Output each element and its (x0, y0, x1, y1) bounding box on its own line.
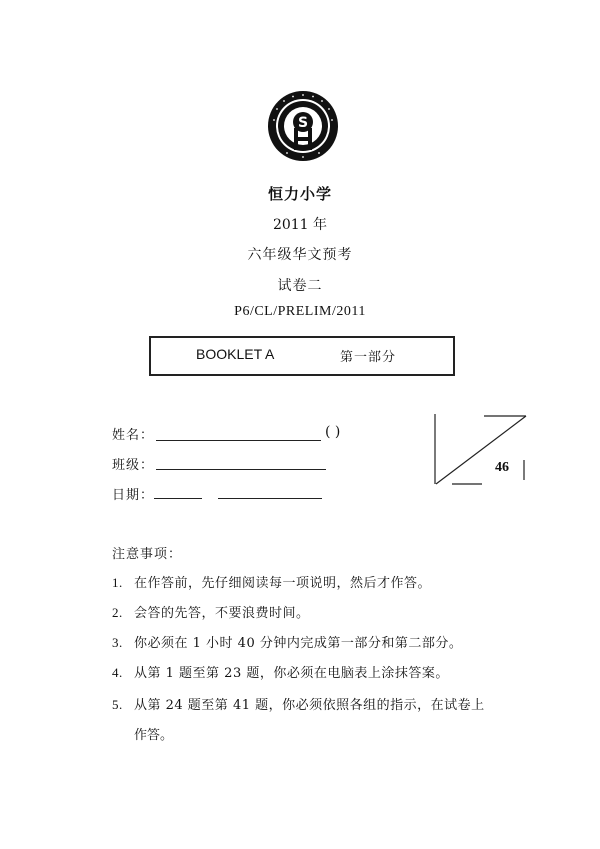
booklet-label: BOOKLET A (196, 346, 275, 362)
date-label: 日期： (112, 488, 155, 503)
instructions-title: 注意事项： (112, 547, 183, 562)
item-text: 在作答前，先仔细阅读每一项说明，然后才作答。 (134, 576, 432, 591)
date-field-part-1[interactable] (154, 498, 202, 499)
name-field[interactable] (156, 440, 321, 441)
school-name: 恒力小学 (267, 185, 332, 203)
booklet-box (149, 336, 455, 376)
part-label: 第一部分 (340, 350, 397, 365)
score-box (432, 414, 532, 486)
item-number: 2. (112, 605, 123, 620)
item-text: 会答的先答，不要浪费时间。 (134, 606, 310, 621)
item-number: 1. (112, 575, 123, 590)
paper-code: P6/CL/PRELIM/2011 (234, 304, 366, 319)
exam-year: 2011 年 (272, 217, 328, 233)
class-field[interactable] (156, 469, 326, 470)
instruction-item (112, 662, 449, 681)
instruction-item (112, 572, 431, 591)
instruction-item (112, 632, 462, 651)
item-number: 3. (112, 635, 123, 650)
item-number: 5. (112, 697, 123, 712)
index-number-field[interactable]: ( ) (325, 424, 341, 440)
item-text-continued: 作答。 (134, 728, 174, 743)
paper-number: 试卷二 (277, 278, 323, 294)
instruction-item (112, 602, 310, 621)
name-label: 姓名： (112, 428, 155, 443)
total-score: 46 (495, 460, 509, 475)
school-crest-logo (267, 90, 339, 162)
item-text: 你必须在 1 小时 40 分钟内完成第一部分和第二部分。 (134, 636, 463, 651)
date-field-part-2[interactable] (218, 498, 322, 499)
svg-text:S: S (297, 115, 309, 131)
exam-title: 六年级华文预考 (247, 247, 353, 263)
class-label: 班级： (112, 458, 155, 473)
item-text: 从第 1 题至第 23 题，你必须在电脑表上涂抹答案。 (134, 666, 449, 681)
item-number: 4. (112, 665, 123, 680)
instruction-item (112, 694, 485, 713)
item-text: 从第 24 题至第 41 题，你必须依照各组的指示，在试卷上 (134, 698, 485, 713)
